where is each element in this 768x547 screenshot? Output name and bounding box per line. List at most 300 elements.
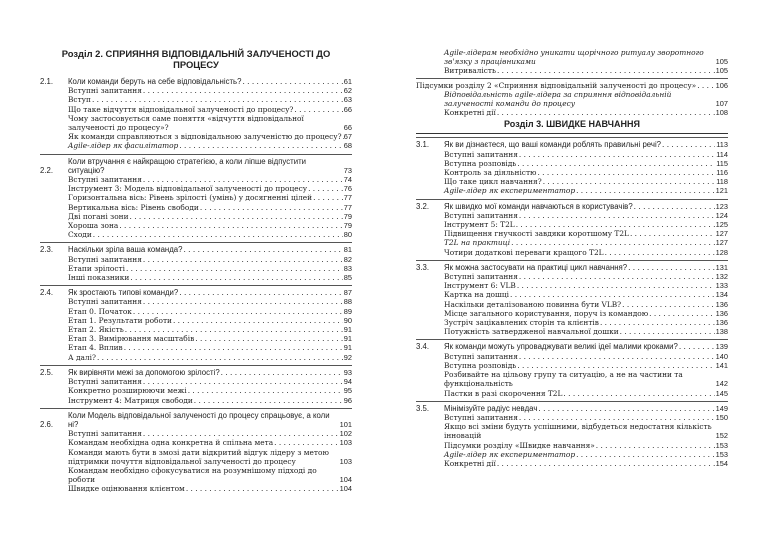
- entry-page: 67: [343, 132, 352, 142]
- section-page: 87: [343, 288, 352, 298]
- section-number: 3.4.: [416, 342, 430, 352]
- leader-dots: [194, 396, 343, 405]
- leader-dots: [543, 177, 716, 186]
- entry-title: Наскільки деталізованою повинна бути VLB?: [444, 299, 622, 309]
- section-title: Наскільки зріла ваша команда?: [68, 245, 183, 255]
- entry-page: 85: [343, 273, 352, 283]
- toc-entry[interactable]: [40, 203, 352, 212]
- toc-entry[interactable]: [416, 159, 728, 168]
- entry-title: Що таке відчуття відповідальної залученості до процесу?: [68, 104, 294, 114]
- leader-dots: [519, 413, 715, 422]
- entry-page: 95: [343, 386, 352, 396]
- section-heading[interactable]: [416, 404, 728, 413]
- leader-dots: [517, 361, 714, 370]
- divider: [416, 78, 728, 79]
- toc-entry[interactable]: [40, 377, 352, 386]
- entry-page: 141: [715, 360, 728, 370]
- entry-title: Вступні запитання: [68, 377, 142, 387]
- section-page: 149: [715, 403, 728, 413]
- leader-dots: [143, 86, 343, 95]
- entry-page: 132: [715, 272, 728, 282]
- section-page: 131: [715, 262, 728, 272]
- entry-page: 136: [715, 308, 728, 318]
- leader-dots: [143, 429, 339, 438]
- toc-entry[interactable]: [416, 66, 728, 75]
- entry-page: 104: [339, 475, 352, 485]
- leader-dots: [516, 220, 715, 229]
- entry-title: Командам необхідно сфокусуватися на розумнішому підході до роботи: [68, 465, 317, 485]
- toc-entry[interactable]: [416, 220, 728, 229]
- section-heading[interactable]: [40, 77, 352, 86]
- leader-dots: [143, 297, 343, 306]
- entry-page: 79: [343, 221, 352, 231]
- leader-dots: [497, 108, 715, 117]
- leader-dots: [143, 255, 343, 264]
- toc-entry[interactable]: [416, 108, 728, 117]
- entry-title: Вступні запитання: [68, 297, 142, 307]
- leader-dots: [179, 288, 343, 297]
- leader-dots: [93, 230, 343, 239]
- toc-section: [40, 365, 352, 405]
- leader-dots: [519, 150, 715, 159]
- entry-title: Відповідальність agile-лідера за сприяння відповідальній залученості команди до процесу: [444, 89, 672, 109]
- toc-entry[interactable]: [416, 248, 728, 257]
- section-number: 2.4.: [40, 288, 54, 298]
- leader-dots: [133, 307, 343, 316]
- entry-title: Agile-лідер як фасилітатор: [68, 141, 179, 151]
- toc-section: [416, 137, 728, 195]
- entry-page: 105: [715, 57, 728, 67]
- entry-page: 134: [715, 290, 728, 300]
- leader-dots: [634, 202, 715, 211]
- entry-title: Чотири додаткові переваги кращого T2L: [444, 247, 604, 257]
- toc-left-column: [40, 48, 352, 494]
- section-heading[interactable]: [40, 245, 352, 254]
- leader-dots: [186, 484, 339, 493]
- leader-dots: [497, 66, 715, 75]
- toc-entry[interactable]: [40, 230, 352, 239]
- leader-dots: [130, 212, 343, 221]
- leader-dots: [519, 272, 715, 281]
- leader-dots: [563, 389, 714, 398]
- toc-entry[interactable]: [40, 316, 352, 325]
- section-number: 3.1.: [416, 140, 430, 150]
- entry-title: Картка на дошці: [444, 290, 509, 300]
- leader-dots: [92, 95, 343, 104]
- entry-page: 76: [343, 184, 352, 194]
- entry-title: Вступні запитання: [68, 86, 142, 96]
- toc-entry[interactable]: [416, 318, 728, 327]
- entry-title: Вступні запитання: [68, 254, 142, 264]
- entry-page: 103: [339, 438, 352, 448]
- entry-title: Чому застосовується саме поняття «відчуття відповідальної залученості до процесу»?: [68, 113, 304, 133]
- entry-page: 105: [715, 66, 728, 76]
- section-page: 73: [343, 165, 352, 175]
- toc-entry[interactable]: [40, 212, 352, 221]
- entry-title: Хороша зона: [68, 221, 119, 231]
- toc-section: [40, 75, 352, 151]
- toc-entry[interactable]: [40, 184, 352, 193]
- entry-title: Що таке цикл навчання?: [444, 177, 542, 187]
- summary-entry[interactable]: [416, 81, 728, 90]
- entry-title: Вступна розповідь: [444, 360, 517, 370]
- entry-title: Вступна розповідь: [444, 158, 517, 168]
- leader-dots: [130, 273, 343, 282]
- entry-title: Етап 1. Результати роботи: [68, 315, 172, 325]
- leader-dots: [126, 264, 343, 273]
- leader-dots: [97, 353, 343, 362]
- toc-entry[interactable]: [416, 90, 728, 108]
- toc-entry[interactable]: [40, 448, 352, 466]
- summary-page: 106: [715, 80, 728, 90]
- entry-title: Інструмент 4: Матриця свободи: [68, 395, 193, 405]
- entry-title: Конкретні дії: [444, 458, 496, 468]
- entry-page: 82: [343, 254, 352, 264]
- entry-title: Місце загального користування, поруч із командою: [444, 308, 649, 318]
- toc-entry[interactable]: [40, 105, 352, 114]
- entry-page: 63: [343, 95, 352, 105]
- section-page: 101: [339, 419, 352, 429]
- section-page: 61: [343, 77, 352, 86]
- toc-entry[interactable]: [416, 150, 728, 159]
- part-title: Розділ 2. СПРИЯННЯ ВІДПОВІДАЛЬНІЙ ЗАЛУЧЕНОСТІ ДО ПРОЦЕСУ: [61, 48, 331, 70]
- entry-title: Командам необхідна одна конкретна й спільна мета: [68, 438, 274, 448]
- leader-dots: [124, 343, 343, 352]
- toc-entry[interactable]: [40, 132, 352, 141]
- entry-title: Вступні запитання: [444, 149, 518, 159]
- entry-page: 83: [343, 263, 352, 273]
- section-title: Коли Модель відповідальної залученості до процесу спрацьовує, а коли ні?: [68, 410, 330, 429]
- toc-entry[interactable]: [40, 438, 352, 447]
- entry-title: Agile-лідерам необхідно уникати щорічного ритуалу зворотного зв'язку з працівниками: [444, 48, 704, 67]
- entry-page: 62: [343, 86, 352, 96]
- entry-title: Вступні запитання: [68, 175, 142, 185]
- entry-page: 90: [343, 315, 352, 325]
- entry-page: 77: [343, 193, 352, 203]
- entry-title: Контроль за діяльністю: [444, 168, 537, 178]
- section-heading[interactable]: [40, 288, 352, 297]
- leader-dots: [679, 342, 715, 351]
- entry-title: Вступні запитання: [444, 210, 518, 220]
- leader-dots: [195, 334, 343, 343]
- entry-page: 127: [715, 238, 728, 248]
- entry-title: Потужність затвердженої навчальної дошки: [444, 327, 619, 337]
- entry-title: Конкретні дії: [444, 108, 496, 118]
- entry-title: А далі?: [68, 352, 96, 362]
- entry-title: T2L на практиці: [444, 238, 511, 248]
- toc-entry[interactable]: [40, 396, 352, 405]
- entry-title: Розбивайте на цільову групу та ситуацію, а не на частини та функціональність: [444, 370, 683, 389]
- toc-entry[interactable]: [40, 86, 352, 95]
- toc-entry[interactable]: [416, 459, 728, 468]
- section-heading[interactable]: [40, 411, 352, 429]
- entry-page: 66: [343, 104, 352, 114]
- entry-page: 121: [715, 186, 728, 196]
- entry-page: 128: [715, 247, 728, 257]
- section-heading[interactable]: [40, 157, 352, 175]
- leader-dots: [221, 368, 343, 377]
- leader-dots: [630, 229, 715, 238]
- leader-dots: [697, 81, 714, 90]
- section-title: Як вирівняти межі за допомогою зрілості?: [68, 367, 220, 377]
- entry-title: Зустріч зацікавлених сторін та клієнтів: [444, 318, 599, 328]
- toc-entry[interactable]: [416, 186, 728, 195]
- section-number: 2.1.: [40, 77, 54, 86]
- entry-title: Пастки в разі скорочення T2L: [444, 388, 563, 398]
- section-title: Як ви дізнаєтеся, що ваші команди роблять правильні речі?: [444, 140, 662, 150]
- toc-entry[interactable]: [416, 327, 728, 336]
- toc-section: [40, 408, 352, 494]
- entry-page: 142: [715, 379, 728, 389]
- entry-title: Інструмент 3: Модель відповідальної залученості до процесу: [68, 184, 308, 194]
- leader-dots: [188, 386, 343, 395]
- entry-title: Дві погані зони: [68, 211, 129, 221]
- entry-page: 89: [343, 306, 352, 316]
- section-page: 93: [343, 367, 352, 377]
- toc-entry[interactable]: [416, 309, 728, 318]
- entry-title: Вступні запитання: [444, 412, 518, 422]
- section-heading[interactable]: [416, 342, 728, 351]
- entry-title: Етапи зрілості: [68, 263, 125, 273]
- entry-page: 102: [339, 429, 352, 439]
- entry-page: 80: [343, 230, 352, 240]
- leader-dots: [576, 186, 715, 195]
- section-heading[interactable]: [416, 140, 728, 149]
- leader-dots: [519, 352, 715, 361]
- toc-section: [416, 339, 728, 397]
- entry-page: 153: [715, 449, 728, 459]
- leader-dots: [538, 404, 714, 413]
- entry-page: 115: [716, 158, 728, 168]
- entry-page: 104: [339, 484, 352, 494]
- toc-entry[interactable]: [40, 325, 352, 334]
- entry-title: Інструмент 5: T2L: [444, 220, 515, 230]
- toc-entry[interactable]: [40, 334, 352, 343]
- toc-section: [416, 401, 728, 468]
- leader-dots: [649, 309, 715, 318]
- entry-page: 88: [343, 297, 352, 307]
- toc-entry[interactable]: [40, 193, 352, 202]
- leader-dots: [662, 140, 715, 149]
- entry-title: Швидке оцінювання клієнтом: [68, 484, 185, 494]
- leader-dots: [519, 211, 715, 220]
- entry-title: Горизонтальна вісь: Рівень зрілості (умінь) у досягненні цілей: [68, 193, 313, 203]
- leader-dots: [517, 159, 715, 168]
- summary-title: Підсумки розділу 2 «Сприяння відповідальній залученості до процесу»: [416, 80, 697, 90]
- entry-page: 74: [343, 175, 352, 185]
- section-page: 81: [343, 245, 352, 255]
- toc-section: [40, 242, 352, 282]
- leader-dots: [313, 193, 343, 202]
- entry-page: 133: [715, 281, 728, 291]
- toc-entry[interactable]: [40, 264, 352, 273]
- entry-page: 108: [715, 108, 728, 118]
- section-title: Як зростають типові команди?: [68, 288, 179, 298]
- toc-entry[interactable]: [40, 466, 352, 484]
- toc-entry[interactable]: [40, 343, 352, 352]
- entry-page: 114: [716, 149, 728, 159]
- leader-dots: [119, 221, 342, 230]
- entry-page: 96: [343, 395, 352, 405]
- left-sections: [40, 75, 352, 494]
- toc-entry[interactable]: [416, 290, 728, 299]
- entry-page: 152: [715, 431, 728, 441]
- toc-entry[interactable]: [416, 422, 728, 440]
- section-page: 113: [716, 140, 728, 150]
- toc-entry[interactable]: [40, 307, 352, 316]
- section-number: 3.3.: [416, 262, 430, 272]
- toc-entry[interactable]: [40, 273, 352, 282]
- entry-title: Підсумки розділу «Швидке навчання»: [444, 440, 595, 450]
- entry-page: 94: [343, 377, 352, 387]
- entry-page: 154: [715, 458, 728, 468]
- section-number: 2.2.: [40, 165, 54, 175]
- entry-page: 92: [343, 352, 352, 362]
- section-number: 2.6.: [40, 419, 54, 429]
- section-number: 2.3.: [40, 245, 54, 255]
- section-page: 139: [715, 342, 728, 352]
- entry-page: 153: [715, 440, 728, 450]
- entry-page: 91: [343, 334, 352, 344]
- leader-dots: [143, 175, 343, 184]
- toc-entry[interactable]: [416, 300, 728, 309]
- leader-dots: [620, 327, 715, 336]
- leader-dots: [173, 316, 343, 325]
- entry-title: Сходи: [68, 230, 92, 240]
- toc-entry[interactable]: [416, 361, 728, 370]
- toc-section: [416, 199, 728, 257]
- right-top-items: [416, 48, 728, 76]
- entry-page: 145: [715, 388, 728, 398]
- entry-page: 118: [716, 177, 728, 187]
- section-page: 123: [715, 201, 728, 211]
- toc-entry[interactable]: [416, 281, 728, 290]
- toc-section: [416, 260, 728, 337]
- entry-page: 91: [343, 343, 352, 353]
- section-heading[interactable]: [40, 368, 352, 377]
- leader-dots: [510, 290, 715, 299]
- toc-entry[interactable]: [416, 389, 728, 398]
- toc-entry[interactable]: [40, 429, 352, 438]
- entry-title: Як команди справляються з відповідальною залученістю до процесу?: [68, 132, 342, 142]
- leader-dots: [600, 318, 715, 327]
- leader-dots: [200, 203, 343, 212]
- section-number: 2.5.: [40, 367, 54, 377]
- toc-section: [40, 154, 352, 240]
- toc-entry[interactable]: [416, 441, 728, 450]
- entry-title: Інструмент 6: VLB: [444, 281, 516, 291]
- toc-entry[interactable]: [416, 48, 728, 66]
- toc-entry[interactable]: [416, 352, 728, 361]
- entry-title: Вступні запитання: [444, 351, 518, 361]
- entry-title: Підвищення гнучкості завдяки коротшому T2L: [444, 229, 629, 239]
- section-title: Мінімізуйте радіус невдач: [444, 403, 538, 413]
- entry-title: Вступні запитання: [444, 272, 518, 282]
- entry-page: 125: [715, 220, 728, 230]
- entry-title: Етап 2. Якість: [68, 325, 124, 335]
- entry-title: Якщо всі зміни будуть успішними, відбудеться недостатня кількість інновацій: [444, 422, 712, 441]
- leader-dots: [537, 168, 715, 177]
- leader-dots: [179, 141, 342, 150]
- entry-title: Вступні запитання: [68, 429, 142, 439]
- section-heading[interactable]: [416, 202, 728, 211]
- toc-entry[interactable]: [40, 386, 352, 395]
- leader-dots: [125, 325, 343, 334]
- leader-dots: [242, 77, 342, 86]
- section-title: Як швидко мої команди навчаються в користувачів?: [444, 201, 633, 211]
- section-title: Як можна застосувати на практиці цикл навчання?: [444, 262, 628, 272]
- entry-title: Вступ: [68, 95, 91, 105]
- leader-dots: [628, 263, 715, 272]
- summary-items: [416, 90, 728, 118]
- entry-title: Agile-лідер як експериментатор: [444, 449, 576, 459]
- entry-page: 138: [715, 327, 728, 337]
- entry-page: 107: [715, 99, 728, 109]
- section-heading[interactable]: [416, 263, 728, 272]
- toc-entry[interactable]: [40, 95, 352, 104]
- section-title: Коли втручання є найкращою стратегією, а коли ліпше відпустити ситуацію?: [68, 156, 306, 175]
- toc-entry[interactable]: [40, 255, 352, 264]
- toc-entry[interactable]: [416, 168, 728, 177]
- entry-page: 116: [716, 168, 728, 178]
- section-number: 3.2.: [416, 201, 430, 211]
- entry-title: Вертикальна вісь: Рівень свободи: [68, 202, 199, 212]
- toc-entry[interactable]: [416, 413, 728, 422]
- entry-title: Етап 0. Початок: [68, 306, 132, 316]
- toc-entry[interactable]: [416, 229, 728, 238]
- entry-page: 150: [715, 412, 728, 422]
- toc-entry[interactable]: [40, 484, 352, 493]
- entry-page: 136: [715, 299, 728, 309]
- section-number: 3.5.: [416, 403, 430, 413]
- leader-dots: [294, 105, 342, 114]
- toc-right-column: [416, 48, 728, 468]
- entry-title: Етап 4. Вплив: [68, 343, 123, 353]
- toc-entry[interactable]: [40, 297, 352, 306]
- leader-dots: [308, 184, 343, 193]
- toc-entry[interactable]: [416, 450, 728, 459]
- chapter-title: Розділ 3. ШВИДКЕ НАВЧАННЯ: [416, 117, 728, 134]
- leader-dots: [596, 441, 715, 450]
- entry-page: 136: [715, 318, 728, 328]
- leader-dots: [274, 438, 338, 447]
- leader-dots: [517, 281, 715, 290]
- right-sections: [416, 137, 728, 468]
- toc-entry[interactable]: [40, 221, 352, 230]
- leader-dots: [576, 450, 715, 459]
- toc-entry[interactable]: [40, 175, 352, 184]
- toc-entry[interactable]: [416, 370, 728, 388]
- entry-page: 103: [339, 456, 352, 466]
- toc-entry[interactable]: [40, 141, 352, 150]
- leader-dots: [497, 459, 715, 468]
- entry-page: 77: [343, 202, 352, 212]
- entry-page: 91: [343, 325, 352, 335]
- entry-title: Інші показники: [68, 273, 130, 283]
- toc-entry[interactable]: [40, 353, 352, 362]
- leader-dots: [605, 248, 715, 257]
- entry-page: 127: [715, 229, 728, 239]
- toc-entry[interactable]: [40, 114, 352, 132]
- toc-entry[interactable]: [416, 272, 728, 281]
- toc-entry[interactable]: [416, 238, 728, 247]
- entry-title: Agile-лідер як експериментатор: [444, 186, 576, 196]
- toc-entry[interactable]: [416, 211, 728, 220]
- toc-entry[interactable]: [416, 177, 728, 186]
- entry-title: Конкретно розширюючи межі: [68, 386, 187, 396]
- leader-dots: [622, 300, 715, 309]
- leader-dots: [511, 238, 715, 247]
